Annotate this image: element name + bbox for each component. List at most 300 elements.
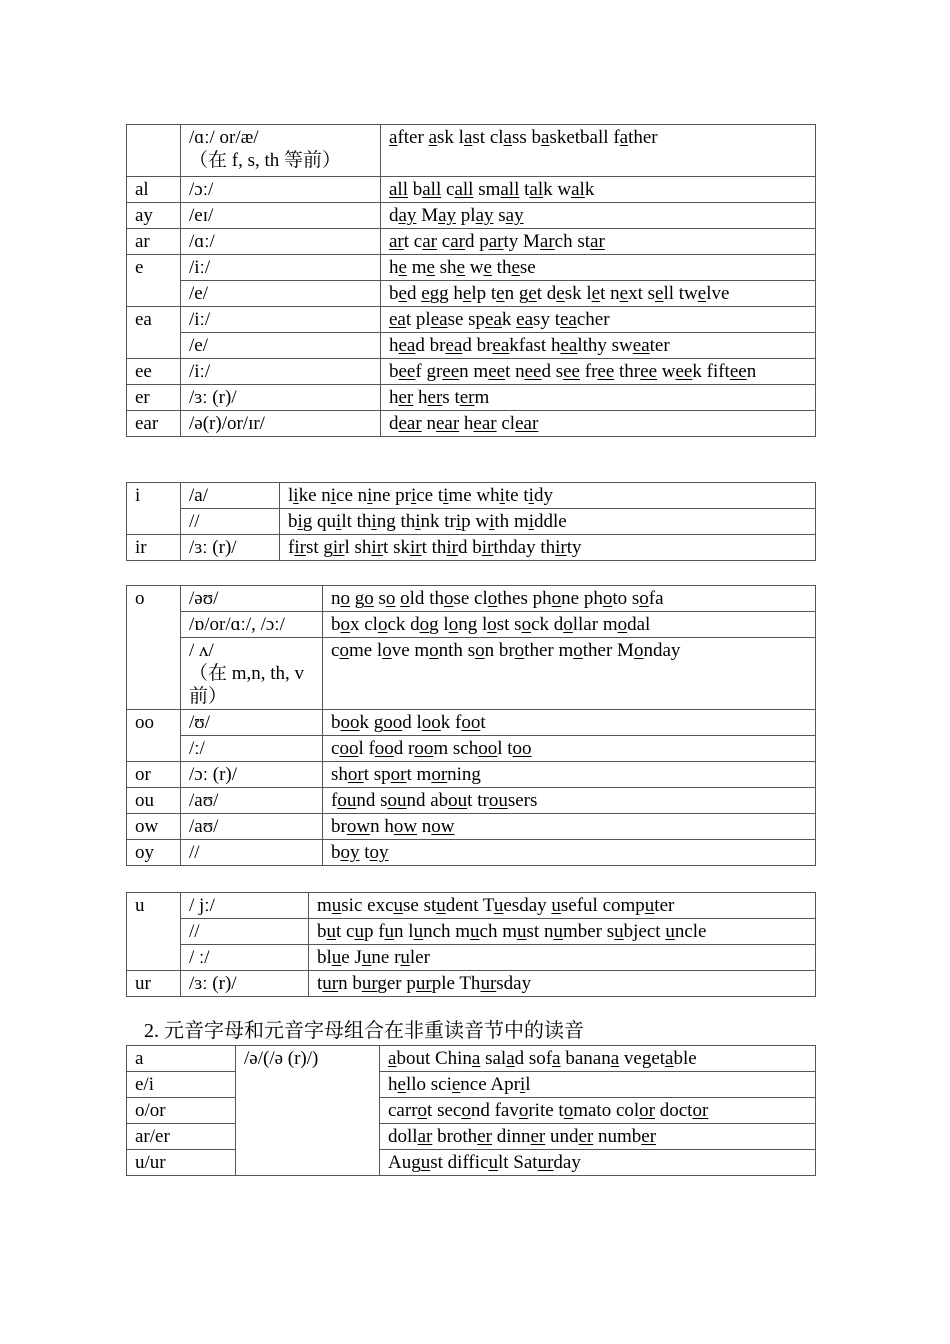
example-word: call bbox=[446, 179, 474, 200]
ipa-note: （在 m,n, th, v 前） bbox=[189, 663, 305, 707]
highlighted-letters: ea bbox=[485, 309, 502, 330]
example-word: birthday bbox=[472, 537, 536, 558]
example-word: thing bbox=[356, 511, 396, 532]
example-word: salad bbox=[485, 1048, 525, 1069]
example-word: white bbox=[476, 485, 519, 506]
example-word: sofa bbox=[631, 588, 664, 609]
table-row bbox=[127, 893, 816, 919]
highlighted-letters: ir bbox=[332, 537, 345, 558]
table-row bbox=[127, 411, 816, 437]
example-words-cell bbox=[309, 893, 816, 919]
example-word: mother bbox=[558, 640, 613, 661]
example-word: quilt bbox=[317, 511, 352, 532]
example-words-cell bbox=[381, 229, 816, 255]
highlighted-letters: ar bbox=[590, 231, 605, 252]
example-word: boy bbox=[331, 842, 360, 863]
highlighted-letters: o bbox=[633, 640, 644, 661]
example-word: but bbox=[317, 921, 342, 942]
highlighted-letters: o bbox=[514, 640, 525, 661]
example-word: love bbox=[376, 640, 410, 661]
highlighted-letters: i bbox=[336, 511, 342, 532]
ipa-cell: /ɜː (r)/ bbox=[181, 385, 381, 411]
highlighted-letters: ea bbox=[398, 335, 416, 356]
table-row bbox=[127, 177, 816, 203]
letter-cell: ir bbox=[127, 535, 181, 561]
example-word: too bbox=[507, 738, 532, 759]
example-word: time bbox=[437, 485, 472, 506]
example-words-cell bbox=[380, 1072, 816, 1098]
highlighted-letters: ear bbox=[515, 413, 539, 434]
highlighted-letters: u bbox=[393, 895, 404, 916]
highlighted-letters: a bbox=[389, 127, 398, 148]
example-word: found bbox=[331, 790, 376, 811]
highlighted-letters: o bbox=[639, 588, 649, 609]
highlighted-letters: i bbox=[443, 485, 449, 506]
example-word: long bbox=[443, 614, 478, 635]
highlighted-letters: e bbox=[655, 283, 664, 304]
highlighted-letters: o bbox=[602, 588, 613, 609]
highlighted-letters: u bbox=[420, 1152, 431, 1173]
example-words-cell bbox=[323, 762, 816, 788]
highlighted-letters: or bbox=[390, 764, 407, 785]
highlighted-letters: i bbox=[367, 485, 373, 506]
example-words-cell bbox=[280, 509, 816, 535]
example-words-cell bbox=[280, 535, 816, 561]
highlighted-letters: er bbox=[459, 387, 475, 408]
example-word: number bbox=[598, 1126, 657, 1147]
table-row bbox=[127, 281, 816, 307]
highlighted-letters: i bbox=[410, 485, 417, 506]
example-words-cell bbox=[380, 1150, 816, 1176]
highlighted-letters: ou bbox=[337, 790, 357, 811]
example-word: short bbox=[331, 764, 370, 785]
example-word: difficult bbox=[447, 1152, 509, 1173]
example-words-cell bbox=[381, 411, 816, 437]
vowel-table-o bbox=[126, 585, 816, 866]
highlighted-letters: ay bbox=[475, 205, 494, 226]
example-word: near bbox=[426, 413, 460, 434]
ipa-cell: // bbox=[181, 919, 309, 945]
ipa-text: / ʌ/ bbox=[189, 640, 214, 661]
highlighted-letters: u bbox=[331, 895, 342, 916]
ipa-cell bbox=[181, 125, 381, 177]
example-word: nine bbox=[357, 485, 391, 506]
highlighted-letters: e bbox=[511, 257, 520, 278]
highlighted-letters: e bbox=[591, 283, 601, 304]
highlighted-letters: oo bbox=[478, 738, 498, 759]
highlighted-letters: o bbox=[339, 640, 349, 661]
example-word: star bbox=[577, 231, 605, 252]
example-word: need bbox=[515, 361, 551, 382]
example-word: fifteen bbox=[706, 361, 757, 382]
example-word: carrot bbox=[388, 1100, 433, 1121]
example-word: dog bbox=[410, 614, 439, 635]
ipa-cell: /a/ bbox=[181, 483, 280, 509]
highlighted-letters: e bbox=[462, 283, 472, 304]
letter-cell: a bbox=[127, 1046, 236, 1072]
table-row bbox=[127, 203, 816, 229]
example-word: science bbox=[430, 1074, 487, 1095]
highlighted-letters: o bbox=[563, 1100, 574, 1121]
highlighted-letters: ea bbox=[559, 309, 577, 330]
highlighted-letters: ar bbox=[422, 231, 437, 252]
highlighted-letters: o bbox=[382, 640, 392, 661]
highlighted-letters: er bbox=[530, 1126, 546, 1147]
highlighted-letters: u bbox=[326, 921, 336, 942]
example-word: third bbox=[431, 537, 468, 558]
highlighted-letters: ay bbox=[505, 205, 524, 226]
highlighted-letters: o bbox=[487, 614, 497, 635]
example-word: trousers bbox=[477, 790, 538, 811]
highlighted-letters: o bbox=[385, 588, 396, 609]
example-word: doctor bbox=[659, 1100, 709, 1121]
example-word: ball bbox=[412, 179, 442, 200]
highlighted-letters: i bbox=[499, 485, 505, 506]
highlighted-letters: o bbox=[364, 588, 374, 609]
highlighted-letters: oo bbox=[414, 738, 434, 759]
highlighted-letters: o bbox=[573, 640, 583, 661]
ipa-note: （在 f, s, th 等前） bbox=[189, 150, 342, 171]
letter-cell: er bbox=[127, 385, 181, 411]
example-word: bed bbox=[389, 283, 417, 304]
example-word: vegetable bbox=[623, 1048, 697, 1069]
example-word: about bbox=[430, 790, 473, 811]
example-words-cell bbox=[381, 359, 816, 385]
highlighted-letters: o bbox=[518, 1100, 529, 1121]
example-word: number bbox=[543, 921, 602, 942]
table-row bbox=[127, 333, 816, 359]
ipa-text: /ɑː/ or/æ/ bbox=[189, 127, 259, 148]
highlighted-letters: ear bbox=[473, 413, 497, 434]
example-word: book bbox=[331, 712, 369, 733]
example-word: clothes bbox=[474, 588, 528, 609]
highlighted-letters: er bbox=[427, 387, 443, 408]
example-word: play bbox=[460, 205, 494, 226]
example-words-cell bbox=[381, 281, 816, 307]
example-word: student bbox=[423, 895, 479, 916]
unstressed-vowel-table bbox=[126, 1045, 816, 1176]
letter-cell: ur bbox=[127, 971, 181, 997]
example-word: June bbox=[354, 947, 390, 968]
table-row bbox=[127, 1098, 816, 1124]
table-row bbox=[127, 1046, 816, 1072]
highlighted-letters: ee bbox=[398, 361, 416, 382]
example-word: old bbox=[400, 588, 425, 609]
example-words-cell bbox=[381, 203, 816, 229]
highlighted-letters: i bbox=[297, 511, 303, 532]
highlighted-letters: o bbox=[551, 588, 562, 609]
example-word: he bbox=[389, 257, 407, 278]
highlighted-letters: o bbox=[429, 640, 439, 661]
highlighted-letters: i bbox=[489, 511, 495, 532]
example-word: tidy bbox=[523, 485, 553, 506]
ipa-cell: /iː/ bbox=[181, 359, 381, 385]
ipa-cell: /ʊ/ bbox=[181, 710, 323, 736]
highlighted-letters: e bbox=[398, 283, 407, 304]
example-words-cell bbox=[309, 945, 816, 971]
table-row bbox=[127, 125, 816, 177]
highlighted-letters: all bbox=[500, 179, 520, 200]
table-row bbox=[127, 483, 816, 509]
highlighted-letters: ir bbox=[294, 537, 306, 558]
example-word: lost bbox=[481, 614, 510, 635]
example-word: please bbox=[415, 309, 464, 330]
example-word: now bbox=[421, 816, 455, 837]
ipa-cell: /e/ bbox=[181, 281, 381, 307]
highlighted-letters: ar bbox=[539, 231, 555, 252]
example-word: talk bbox=[524, 179, 553, 200]
highlighted-letters: er bbox=[578, 1126, 594, 1147]
example-word: cup bbox=[346, 921, 374, 942]
highlighted-letters: i bbox=[528, 485, 534, 506]
highlighted-letters: ir bbox=[371, 537, 384, 558]
highlighted-letters: o bbox=[617, 614, 628, 635]
example-words-cell bbox=[381, 177, 816, 203]
highlighted-letters: ee bbox=[640, 361, 658, 382]
highlighted-letters: ay bbox=[438, 205, 457, 226]
highlighted-letters: e bbox=[451, 1074, 461, 1095]
ipa-cell: // bbox=[181, 509, 280, 535]
highlighted-letters: o bbox=[443, 588, 454, 609]
highlighted-letters: ur bbox=[415, 973, 432, 994]
ipa-cell: / ː/ bbox=[181, 945, 309, 971]
example-word: month bbox=[414, 640, 463, 661]
highlighted-letters: e bbox=[456, 257, 465, 278]
ipa-cell: /e/ bbox=[181, 333, 381, 359]
example-words-cell bbox=[323, 612, 816, 638]
highlighted-letters: oo bbox=[339, 738, 359, 759]
highlighted-letters: u bbox=[436, 895, 446, 916]
example-word: week bbox=[661, 361, 702, 382]
highlighted-letters: ee bbox=[563, 361, 580, 382]
ipa-cell: /ɜː (r)/ bbox=[181, 971, 309, 997]
example-word: Saturday bbox=[513, 1152, 581, 1173]
example-word: uncle bbox=[665, 921, 707, 942]
example-word: lunch bbox=[408, 921, 451, 942]
ipa-cell: /ɔː (r)/ bbox=[181, 762, 323, 788]
highlighted-letters: ee bbox=[488, 361, 506, 382]
table-row bbox=[127, 814, 816, 840]
highlighted-letters: ear bbox=[435, 413, 460, 434]
example-word: first bbox=[288, 537, 319, 558]
highlighted-letters: o bbox=[417, 1100, 428, 1121]
highlighted-letters: ir bbox=[555, 537, 567, 558]
example-word: no bbox=[331, 588, 350, 609]
example-word: free bbox=[584, 361, 615, 382]
letter-cell: or bbox=[127, 762, 181, 788]
example-word: easy bbox=[516, 309, 550, 330]
highlighted-letters: ar bbox=[488, 231, 504, 252]
highlighted-letters: oy bbox=[369, 842, 389, 863]
example-word: desk bbox=[546, 283, 582, 304]
example-word: go bbox=[354, 588, 374, 609]
ipa-cell bbox=[181, 638, 323, 710]
highlighted-letters: a bbox=[541, 127, 550, 148]
letter-cell: ar bbox=[127, 229, 181, 255]
highlighted-letters: ur bbox=[322, 973, 339, 994]
highlighted-letters: u bbox=[354, 921, 364, 942]
highlighted-letters: o bbox=[487, 588, 498, 609]
highlighted-letters: ir bbox=[446, 537, 458, 558]
example-word: art bbox=[389, 231, 410, 252]
ipa-cell: /ɑː/ bbox=[181, 229, 381, 255]
highlighted-letters: a bbox=[503, 127, 512, 148]
example-word: hello bbox=[388, 1074, 426, 1095]
table-row bbox=[127, 1150, 816, 1176]
highlighted-letters: all bbox=[454, 179, 474, 200]
highlighted-letters: or bbox=[639, 1100, 655, 1121]
example-word: trip bbox=[444, 511, 471, 532]
highlighted-letters: ee bbox=[524, 361, 542, 382]
highlighted-letters: e bbox=[697, 283, 707, 304]
example-word: much bbox=[455, 921, 498, 942]
table-row bbox=[127, 762, 816, 788]
table-row bbox=[127, 945, 816, 971]
table-row bbox=[127, 840, 816, 866]
highlighted-letters: e bbox=[398, 257, 407, 278]
example-word: brown bbox=[331, 816, 380, 837]
highlighted-letters: o bbox=[400, 588, 410, 609]
highlighted-letters: e bbox=[528, 283, 537, 304]
highlighted-letters: ear bbox=[398, 413, 422, 434]
example-word: modal bbox=[602, 614, 651, 635]
ipa-cell: /ə(r)/or/ɪr/ bbox=[181, 411, 381, 437]
highlighted-letters: er bbox=[641, 1126, 657, 1147]
letter-cell: o bbox=[127, 586, 181, 710]
highlighted-letters: o bbox=[419, 614, 430, 635]
highlighted-letters: oo bbox=[461, 712, 481, 733]
table-row bbox=[127, 638, 816, 710]
highlighted-letters: oo bbox=[374, 738, 394, 759]
letter-cell: oo bbox=[127, 710, 181, 762]
highlighted-letters: or bbox=[347, 764, 364, 785]
highlighted-letters: u bbox=[384, 921, 395, 942]
letter-cell: oy bbox=[127, 840, 181, 866]
letter-cell: ou bbox=[127, 788, 181, 814]
highlighted-letters: ur bbox=[537, 1152, 554, 1173]
example-word: shirt bbox=[354, 537, 389, 558]
example-word: room bbox=[408, 738, 449, 759]
letter-cell: i bbox=[127, 483, 181, 535]
highlighted-letters: o bbox=[340, 614, 350, 635]
example-word: dear bbox=[389, 413, 422, 434]
highlighted-letters: ea bbox=[389, 309, 406, 330]
ipa-cell: /iː/ bbox=[181, 255, 381, 281]
letter-cell: ow bbox=[127, 814, 181, 840]
example-word: dollar bbox=[553, 614, 599, 635]
highlighted-letters: er bbox=[477, 1126, 492, 1147]
example-words-cell bbox=[323, 736, 816, 762]
table-row bbox=[127, 385, 816, 411]
example-words-cell bbox=[380, 1046, 816, 1072]
example-word: useful bbox=[551, 895, 598, 916]
example-word: term bbox=[454, 387, 490, 408]
example-word: father bbox=[613, 127, 658, 148]
example-word: Thursday bbox=[459, 973, 532, 994]
highlighted-letters: ar bbox=[389, 231, 404, 252]
example-word: turn bbox=[317, 973, 348, 994]
example-word: with bbox=[475, 511, 510, 532]
highlighted-letters: a bbox=[610, 1048, 620, 1069]
example-word: green bbox=[426, 361, 469, 382]
example-word: twelve bbox=[678, 283, 730, 304]
example-word: toy bbox=[364, 842, 389, 863]
highlighted-letters: a bbox=[463, 127, 473, 148]
highlighted-letters: i bbox=[455, 511, 462, 532]
example-word: March bbox=[523, 231, 573, 252]
example-word: last bbox=[458, 127, 486, 148]
highlighted-letters: e bbox=[426, 257, 435, 278]
example-word: basketball bbox=[531, 127, 609, 148]
highlighted-letters: o bbox=[563, 614, 573, 635]
letter-cell: al bbox=[127, 177, 181, 203]
ipa-cell: / jː/ bbox=[181, 893, 309, 919]
example-word: skirt bbox=[393, 537, 427, 558]
example-word: hers bbox=[418, 387, 450, 408]
example-word: healthy bbox=[550, 335, 607, 356]
highlighted-letters: ea bbox=[445, 335, 463, 356]
example-word: must bbox=[502, 921, 540, 942]
example-word: head bbox=[389, 335, 425, 356]
example-word: purple bbox=[406, 973, 455, 994]
highlighted-letters: ay bbox=[398, 205, 417, 226]
example-word: ask bbox=[428, 127, 454, 148]
highlighted-letters: ir bbox=[409, 537, 422, 558]
example-word: think bbox=[400, 511, 440, 532]
example-word: her bbox=[389, 387, 414, 408]
table-row bbox=[127, 1072, 816, 1098]
highlighted-letters: u bbox=[361, 947, 372, 968]
example-words-cell bbox=[381, 385, 816, 411]
highlighted-letters: e bbox=[421, 283, 430, 304]
example-word: say bbox=[498, 205, 524, 226]
highlighted-letters: er bbox=[398, 387, 414, 408]
highlighted-letters: ou bbox=[488, 790, 508, 811]
highlighted-letters: ee bbox=[442, 361, 460, 382]
table-row bbox=[127, 359, 816, 385]
ipa-cell: /ː/ bbox=[181, 736, 323, 762]
table-row bbox=[127, 255, 816, 281]
highlighted-letters: or bbox=[431, 764, 448, 785]
example-word: bread bbox=[429, 335, 472, 356]
example-words-cell bbox=[380, 1124, 816, 1150]
example-word: we bbox=[469, 257, 492, 278]
example-word: sell bbox=[647, 283, 674, 304]
example-word: speak bbox=[468, 309, 512, 330]
highlighted-letters: i bbox=[519, 1074, 526, 1095]
example-word: she bbox=[439, 257, 465, 278]
letter-cell: ar/er bbox=[127, 1124, 236, 1150]
example-word: favorite bbox=[494, 1100, 554, 1121]
example-word: clock bbox=[364, 614, 406, 635]
example-word: ten bbox=[490, 283, 515, 304]
example-word: ruler bbox=[394, 947, 430, 968]
highlighted-letters: o bbox=[377, 614, 388, 635]
ipa-cell: /ɒ/or/ɑː/, /ɔː/ bbox=[181, 612, 323, 638]
example-word: brother bbox=[498, 640, 554, 661]
highlighted-letters: oo bbox=[512, 738, 532, 759]
highlighted-letters: o bbox=[340, 588, 350, 609]
example-word: under bbox=[550, 1126, 594, 1147]
example-word: come bbox=[331, 640, 373, 661]
highlighted-letters: e bbox=[496, 283, 505, 304]
example-words-cell bbox=[323, 814, 816, 840]
highlighted-letters: e bbox=[556, 283, 565, 304]
example-word: these bbox=[496, 257, 536, 278]
highlighted-letters: u bbox=[493, 895, 504, 916]
letter-cell: ay bbox=[127, 203, 181, 229]
highlighted-letters: ea bbox=[560, 335, 578, 356]
